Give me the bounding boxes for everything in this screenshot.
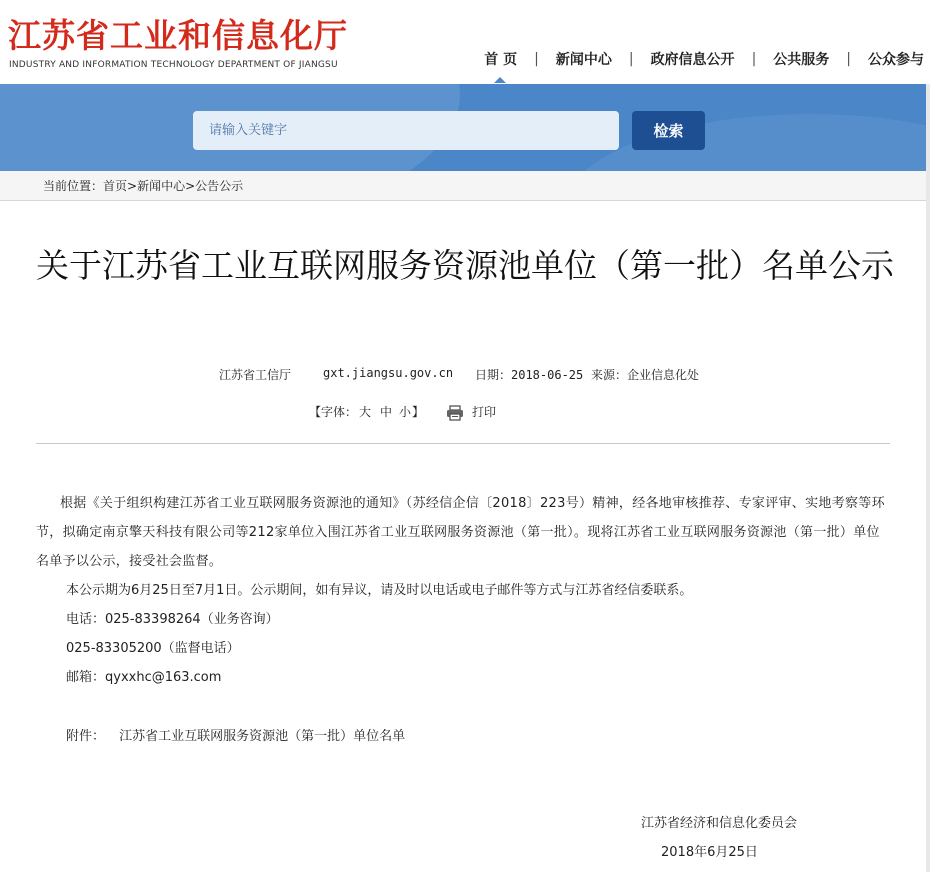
main-nav — [484, 49, 924, 69]
print-link[interactable]: 打印 — [472, 405, 497, 419]
nav-separator: | — [534, 51, 539, 67]
breadcrumb-separator: > — [127, 179, 138, 193]
font-size-close: 】 — [412, 405, 425, 419]
search-input[interactable] — [193, 111, 619, 150]
contact-phone-business: 电话：025-83398264（业务咨询） — [66, 612, 279, 627]
attachment-label: 附件： — [66, 729, 106, 744]
font-size-label: 【字体： — [309, 405, 358, 419]
meta-site: gxt.jiangsu.gov.cn — [323, 366, 454, 380]
breadcrumb — [0, 171, 930, 201]
search-button[interactable]: 检索 — [632, 111, 705, 150]
page-scrollbar[interactable] — [926, 84, 930, 872]
nav-item-public-service[interactable]: 公共服务 — [773, 52, 830, 68]
breadcrumb-news[interactable]: 新闻中心 — [137, 179, 186, 193]
article-title: 关于江苏省工业互联网服务资源池单位（第一批）名单公示 — [36, 246, 894, 285]
nav-item-news[interactable]: 新闻中心 — [555, 52, 612, 68]
site-logo-en: INDUSTRY AND INFORMATION TECHNOLOGY DEPARTMENT OF JIANGSU — [9, 60, 338, 70]
nav-item-gov-info[interactable]: 政府信息公开 — [650, 52, 735, 68]
site-header — [0, 0, 930, 84]
contact-phone-supervision: 025-83305200（监督电话） — [66, 641, 240, 656]
nav-item-home[interactable] — [484, 49, 517, 69]
breadcrumb-prefix: 当前位置： — [43, 179, 104, 193]
meta-source: 来源：企业信息化处 — [591, 368, 700, 382]
site-logo-cn[interactable]: 江苏省工业和信息化厅 — [8, 16, 348, 55]
article-divider — [36, 443, 890, 444]
signature-date: 2018年6月25日 — [661, 845, 758, 860]
nav-separator: | — [751, 51, 757, 67]
nav-item-home-label[interactable]: 首 页 — [484, 52, 518, 68]
nav-separator: | — [846, 51, 851, 67]
attachment-link[interactable]: 江苏省工业互联网服务资源池（第一批）单位名单 — [119, 729, 406, 744]
nav-separator: | — [628, 51, 634, 67]
nav-active-caret-icon — [494, 77, 506, 83]
search-banner — [0, 84, 930, 171]
article-paragraph: 本公示期为6月25日至7月1日。公示期间，如有异议，请及时以电话或电子邮件等方式与江苏省经信委联系。 — [66, 583, 693, 598]
font-size-large[interactable]: 大 — [359, 405, 372, 419]
printer-icon[interactable] — [446, 405, 464, 421]
signature-org: 江苏省经济和信息化委员会 — [641, 816, 798, 831]
breadcrumb-separator: > — [185, 179, 196, 193]
font-size-small[interactable]: 小 — [399, 405, 412, 419]
font-size-medium[interactable]: 中 — [380, 405, 393, 419]
nav-item-participation[interactable]: 公众参与 — [868, 52, 924, 68]
article-paragraph: 根据《关于组织构建江苏省工业互联网服务资源池的通知》（苏经信企信〔2018〕223号）精神，经各地审核推荐、专家评审、实地考察等环节，拟确定南京擎天科技有限公司等212家单位入围江苏省工业互联网服务资源池（第一批）。现将江苏省工业互联网服务资源池（第一批）单位名单予以公示，接受社会监督。 — [36, 496, 885, 569]
breadcrumb-home[interactable]: 首页 — [103, 179, 128, 193]
meta-date: 日期：2018-06-25 — [475, 368, 584, 382]
contact-email: 邮箱：qyxxhc@163.com — [66, 670, 222, 685]
meta-org: 江苏省工信厅 — [219, 368, 292, 382]
article-body — [36, 489, 888, 692]
breadcrumb-announcements[interactable]: 公告公示 — [195, 179, 244, 193]
attachment — [66, 725, 405, 744]
